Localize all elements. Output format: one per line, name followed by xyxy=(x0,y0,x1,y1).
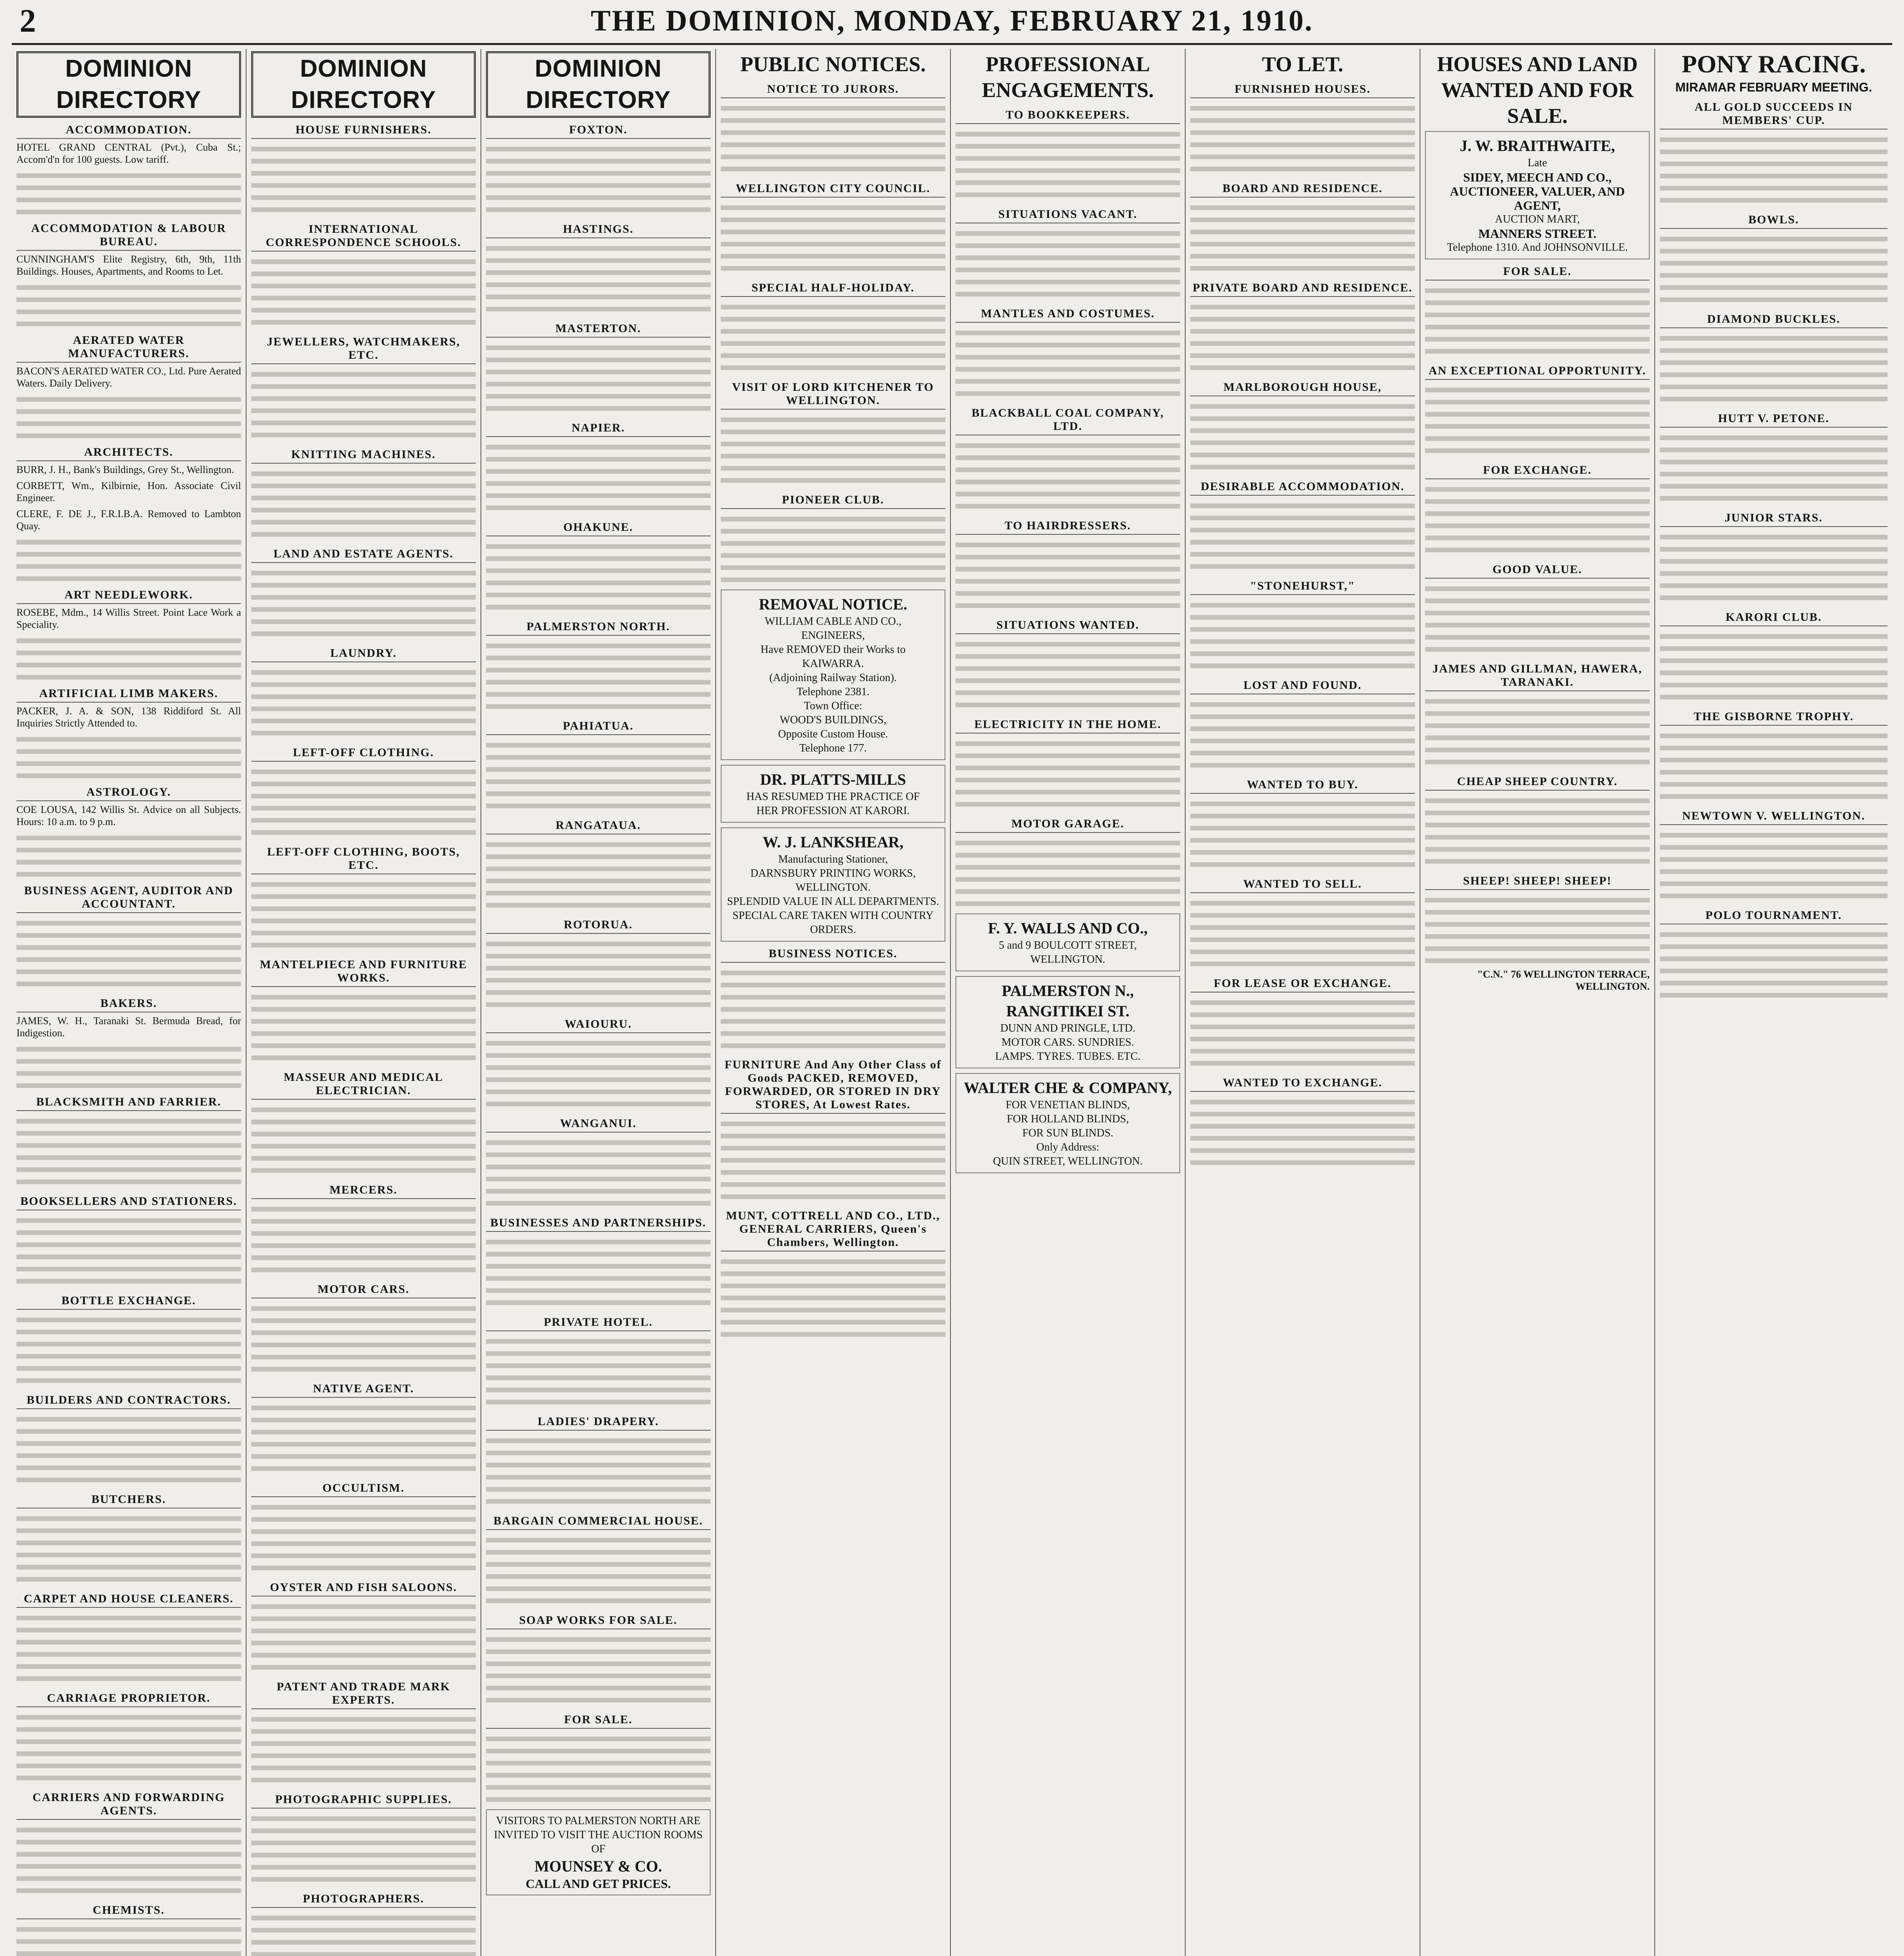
section-heading-stonehurst: "STONEHURST," xyxy=(1190,579,1415,595)
illegible-small-print xyxy=(1190,798,1415,872)
illegible-small-print xyxy=(1660,431,1888,506)
column-professional-engagements xyxy=(951,49,1186,1956)
advert-line: AUCTION MART, xyxy=(1495,213,1580,225)
illegible-small-print xyxy=(1190,500,1415,574)
section-heading-masterton: MASTERTON. xyxy=(486,322,711,338)
listing-entry: COE LOUSA, 142 Willis St. Advice on all Subjects. Hours: 10 a.m. to 9 p.m. xyxy=(16,804,241,827)
section-heading-palmerston-north: PALMERSTON NORTH. xyxy=(486,620,711,636)
section-heading-butchers: BUTCHERS. xyxy=(16,1493,241,1508)
section-heading-private-board-and-residence: PRIVATE BOARD AND RESIDENCE. xyxy=(1190,281,1415,297)
advert-line: WELLINGTON. xyxy=(1030,953,1105,965)
illegible-small-print xyxy=(956,128,1180,202)
section-heading-astrology: ASTROLOGY. xyxy=(16,786,241,801)
section-heading-carpet-and-house-cleaners: CARPET AND HOUSE CLEANERS. xyxy=(16,1592,241,1608)
advert-line: 5 and 9 BOULCOTT STREET, xyxy=(999,939,1137,951)
illegible-small-print xyxy=(956,837,1180,911)
illegible-small-print xyxy=(1660,829,1888,903)
section-heading-left-off-clothing: LEFT-OFF CLOTHING. xyxy=(251,746,476,762)
section-heading-to-hairdressers: TO HAIRDRESSERS. xyxy=(956,519,1180,535)
section-heading-notice-to-jurors: NOTICE TO JURORS. xyxy=(721,83,945,98)
advert-line: WELLINGTON. xyxy=(795,881,871,894)
display-advert xyxy=(956,913,1180,971)
illegible-small-print xyxy=(721,967,945,1053)
advert-line: MANNERS STREET. xyxy=(1478,227,1596,241)
section-heading-art-needlework: ART NEEDLEWORK. xyxy=(16,588,241,604)
notice-heading: FURNITURE And Any Other Class of Goods PACKED, REMOVED, FORWARDED, OR STORED IN DRY STORES, At Lowest Rates. xyxy=(721,1058,945,1114)
illegible-small-print xyxy=(956,737,1180,812)
illegible-small-print xyxy=(956,327,1180,401)
section-heading-good-value: GOOD VALUE. xyxy=(1425,563,1650,579)
braithwaite-advert xyxy=(1425,131,1650,259)
advert-line: Town Office: xyxy=(804,700,862,712)
illegible-small-print xyxy=(1660,332,1888,406)
illegible-small-print xyxy=(251,143,476,217)
section-heading-ohakune: OHAKUNE. xyxy=(486,521,711,536)
section-heading-chemists: CHEMISTS. xyxy=(16,1904,241,1919)
section-heading-furnished-houses: FURNISHED HOUSES. xyxy=(1190,83,1415,98)
advert-line: WOOD'S BUILDINGS, xyxy=(779,714,887,726)
advert-line: FOR VENETIAN BLINDS, xyxy=(1006,1099,1130,1111)
illegible-small-print xyxy=(486,640,711,714)
section-heading-newtown-v-wellington: NEWTOWN V. WELLINGTON. xyxy=(1660,809,1888,825)
advert-line: DARNSBURY PRINTING WORKS, xyxy=(750,867,916,879)
display-advert xyxy=(956,1073,1180,1173)
illegible-small-print xyxy=(1425,384,1650,458)
listing-entry: BURR, J. H., Bank's Buildings, Grey St., Wellington. xyxy=(16,464,234,475)
advert-line: Opposite Custom House. xyxy=(778,728,888,740)
section-heading-hutt-v-petone: HUTT V. PETONE. xyxy=(1660,412,1888,428)
section-heading-native-agent: NATIVE AGENT. xyxy=(251,1382,476,1398)
illegible-small-print xyxy=(486,143,711,217)
illegible-small-print xyxy=(16,832,241,879)
illegible-small-print xyxy=(16,1214,241,1289)
illegible-small-print xyxy=(1425,483,1650,557)
section-heading-for-sale: FOR SALE. xyxy=(486,1713,711,1729)
section-heading-pioneer-club: PIONEER CLUB. xyxy=(721,493,945,509)
section-heading-visit-of-lord-kitchener-to-wellington: VISIT OF LORD KITCHENER TO WELLINGTON. xyxy=(721,381,945,410)
illegible-small-print xyxy=(1190,102,1415,176)
illegible-small-print xyxy=(1425,894,1650,968)
section-heading-ladies-drapery: LADIES' DRAPERY. xyxy=(486,1415,711,1431)
illegible-small-print xyxy=(486,441,711,515)
illegible-small-print xyxy=(251,1302,476,1377)
newspaper-title: THE DOMINION, MONDAY, FEBRUARY 21, 1910. xyxy=(590,4,1314,37)
section-heading-blackball-coal-company-ltd: BLACKBALL COAL COMPANY, LTD. xyxy=(956,406,1180,435)
illegible-small-print xyxy=(721,1118,945,1204)
advert-line: SIDEY, MEECH AND CO., xyxy=(1463,170,1612,184)
section-heading-bargain-commercial-house: BARGAIN COMMERCIAL HOUSE. xyxy=(486,1514,711,1530)
section-heading-businesses-and-partnerships: BUSINESSES AND PARTNERSHIPS. xyxy=(486,1216,711,1232)
section-heading-left-off-clothing-boots-etc: LEFT-OFF CLOTHING, BOOTS, ETC. xyxy=(251,845,476,874)
column-public-notices xyxy=(716,49,951,1956)
section-heading-booksellers-and-stationers: BOOKSELLERS AND STATIONERS. xyxy=(16,1195,241,1210)
advert-line: HER PROFESSION AT KARORI. xyxy=(756,805,910,817)
display-advert xyxy=(721,590,945,760)
illegible-small-print xyxy=(486,838,711,913)
section-heading-house-furnishers: HOUSE FURNISHERS. xyxy=(251,123,476,139)
advert-line: ENGINEERS, xyxy=(801,629,865,642)
listing-entry: JAMES, W. H., Taranaki St. Bermuda Bread, for Indigestion. xyxy=(16,1015,241,1039)
advert-line: AUCTIONEER, VALUER, AND AGENT, xyxy=(1450,184,1625,212)
illegible-small-print xyxy=(1190,400,1415,475)
illegible-small-print xyxy=(251,467,476,542)
illegible-small-print xyxy=(486,1236,711,1310)
illegible-small-print xyxy=(251,255,476,330)
section-heading-land-and-estate-agents: LAND AND ESTATE AGENTS. xyxy=(251,547,476,563)
section-heading-board-and-residence: BOARD AND RESIDENCE. xyxy=(1190,182,1415,198)
section-heading-mercers: MERCERS. xyxy=(251,1183,476,1199)
illegible-small-print xyxy=(251,1713,476,1787)
advert-footer: "C.N." 76 WELLINGTON TERRACE, WELLINGTON. xyxy=(1477,969,1650,992)
advert-line: WALTER CHE & COMPANY, xyxy=(964,1079,1172,1097)
section-heading-diamond-buckles: DIAMOND BUCKLES. xyxy=(1660,313,1888,328)
advert-line: Only Address: xyxy=(1036,1141,1100,1153)
listing-entry: CLERE, F. DE J., F.R.I.B.A. Removed to Lambton Quay. xyxy=(16,508,241,532)
section-heading-accommodation-labour-bureau: ACCOMMODATION & LABOUR BUREAU. xyxy=(16,222,241,251)
section-heading-carriers-and-forwarding-agents: CARRIERS AND FORWARDING AGENTS. xyxy=(16,1791,241,1820)
advert-line: CALL AND GET PRICES. xyxy=(525,1877,671,1891)
directory-banner: DOMINION DIRECTORY xyxy=(486,51,711,118)
section-heading-private-hotel: PRIVATE HOTEL. xyxy=(486,1316,711,1331)
illegible-small-print xyxy=(1425,695,1650,769)
illegible-small-print xyxy=(721,1255,945,1341)
column-title: PUBLIC NOTICES. xyxy=(740,52,926,76)
illegible-small-print xyxy=(721,413,945,488)
listing-entry: HOTEL GRAND CENTRAL (Pvt.), Cuba St.; Accom'd'n for 100 guests. Low tariff. xyxy=(16,142,241,165)
illegible-small-print xyxy=(251,567,476,641)
illegible-small-print xyxy=(486,1534,711,1608)
illegible-small-print xyxy=(486,1335,711,1409)
advert-line: FOR SUN BLINDS. xyxy=(1022,1127,1114,1139)
section-heading-hastings: HASTINGS. xyxy=(486,223,711,238)
section-heading-business-agent-auditor-and-accountant: BUSINESS AGENT, AUDITOR AND ACCOUNTANT. xyxy=(16,884,241,913)
illegible-small-print xyxy=(1660,531,1888,605)
advert-line: MOTOR CARS. SUNDRIES. xyxy=(1001,1036,1134,1048)
illegible-small-print xyxy=(486,1037,711,1111)
illegible-small-print xyxy=(721,301,945,375)
column-houses-and-land xyxy=(1420,49,1655,1956)
section-heading-oyster-and-fish-saloons: OYSTER AND FISH SALOONS. xyxy=(251,1581,476,1596)
advert-line: QUIN STREET, WELLINGTON. xyxy=(993,1155,1143,1167)
section-heading-situations-wanted: SITUATIONS WANTED. xyxy=(956,618,1180,634)
section-heading-laundry: LAUNDRY. xyxy=(251,647,476,662)
section-heading-carriage-proprietor: CARRIAGE PROPRIETOR. xyxy=(16,1692,241,1707)
display-advert xyxy=(721,827,945,942)
illegible-small-print xyxy=(486,342,711,416)
section-heading-special-half-holiday: SPECIAL HALF-HOLIDAY. xyxy=(721,281,945,297)
illegible-small-print xyxy=(1190,201,1415,276)
section-heading-waiouru: WAIOURU. xyxy=(486,1018,711,1033)
section-heading-an-exceptional-opportunity: AN EXCEPTIONAL OPPORTUNITY. xyxy=(1425,364,1650,380)
illegible-small-print xyxy=(16,1711,241,1785)
advert-line: WILLIAM CABLE AND CO., xyxy=(765,615,902,627)
advert-line: Manufacturing Stationer, xyxy=(778,853,888,865)
column-title: HOUSES AND LAND WANTED AND FOR SALE. xyxy=(1437,52,1638,128)
illegible-small-print xyxy=(251,368,476,442)
illegible-small-print xyxy=(1425,795,1650,869)
section-heading-cheap-sheep-country: CHEAP SHEEP COUNTRY. xyxy=(1425,775,1650,791)
column-subtitle: MIRAMAR FEBRUARY MEETING. xyxy=(1675,80,1872,94)
section-heading-rangataua: RANGATAUA. xyxy=(486,819,711,834)
masthead xyxy=(12,0,1892,45)
listing-entry: PACKER, J. A. & SON, 138 Riddiford St. All Inquiries Strictly Attended to. xyxy=(16,705,241,729)
column-title: PONY RACING. xyxy=(1681,50,1866,78)
advert-line: FOR HOLLAND BLINDS, xyxy=(1007,1113,1129,1125)
listing-entry: BACON'S AERATED WATER CO., Ltd. Pure Aerated Waters. Daily Delivery. xyxy=(16,365,241,389)
advert-line: (Adjoining Railway Station). xyxy=(769,672,897,684)
section-heading-polo-tournament: POLO TOURNAMENT. xyxy=(1660,909,1888,924)
illegible-small-print xyxy=(1190,996,1415,1071)
section-heading-james-and-gillman-hawera-taranaki: JAMES AND GILLMAN, HAWERA, TARANAKI. xyxy=(1425,662,1650,691)
illegible-small-print xyxy=(16,1043,241,1090)
section-heading-motor-garage: MOTOR GARAGE. xyxy=(956,817,1180,833)
advert-line: MOUNSEY & CO. xyxy=(534,1857,662,1875)
illegible-small-print xyxy=(16,733,241,780)
illegible-small-print xyxy=(16,393,241,440)
advert-line: Have REMOVED their Works to xyxy=(760,644,906,656)
illegible-small-print xyxy=(16,1413,241,1487)
directory-banner: DOMINION DIRECTORY xyxy=(16,51,241,118)
illegible-small-print xyxy=(16,1923,241,1956)
section-heading-to-bookkeepers: TO BOOKKEEPERS. xyxy=(956,108,1180,124)
section-heading-architects: ARCHITECTS. xyxy=(16,446,241,461)
advert-line: PALMERSTON N., RANGITIKEI ST. xyxy=(1002,982,1134,1020)
illegible-small-print xyxy=(1190,698,1415,773)
illegible-small-print xyxy=(956,227,1180,302)
illegible-small-print xyxy=(251,1501,476,1575)
illegible-small-print xyxy=(1425,284,1650,359)
advert-line: W. J. LANKSHEAR, xyxy=(763,833,903,851)
section-heading-artificial-limb-makers: ARTIFICIAL LIMB MAKERS. xyxy=(16,687,241,703)
section-heading-wanganui: WANGANUI. xyxy=(486,1117,711,1133)
illegible-small-print xyxy=(251,1402,476,1476)
advert-line: VISITORS TO PALMERSTON NORTH ARE INVITED TO VISIT THE AUCTION ROOMS OF xyxy=(494,1815,703,1855)
illegible-small-print xyxy=(16,169,241,216)
illegible-small-print xyxy=(16,536,241,583)
section-heading-napier: NAPIER. xyxy=(486,421,711,437)
advert-line: LAMPS. TYRES. TUBES. ETC. xyxy=(995,1050,1141,1062)
display-advert xyxy=(721,765,945,823)
column-sport xyxy=(1655,49,1892,1956)
listing-entry: CUNNINGHAM'S Elite Registry, 6th, 9th, 11th Buildings. Houses, Apartments, and Rooms to Let. xyxy=(16,253,241,277)
section-heading-masseur-and-medical-electrician: MASSEUR AND MEDICAL ELECTRICIAN. xyxy=(251,1071,476,1100)
illegible-small-print xyxy=(486,1136,711,1211)
section-heading-bottle-exchange: BOTTLE EXCHANGE. xyxy=(16,1294,241,1310)
section-heading-occultism: OCCULTISM. xyxy=(251,1481,476,1497)
section-heading-photographic-supplies: PHOTOGRAPHIC SUPPLIES. xyxy=(251,1793,476,1809)
illegible-small-print xyxy=(251,878,476,953)
section-heading-bowls: BOWLS. xyxy=(1660,213,1888,229)
section-heading-desirable-accommodation: DESIRABLE ACCOMMODATION. xyxy=(1190,480,1415,496)
column-title: PROFESSIONAL ENGAGEMENTS. xyxy=(982,52,1154,102)
display-advert xyxy=(956,976,1180,1068)
illegible-small-print xyxy=(16,635,241,681)
section-heading-mantelpiece-and-furniture-works: MANTELPIECE AND FURNITURE WORKS. xyxy=(251,958,476,987)
illegible-small-print xyxy=(1660,630,1888,705)
illegible-small-print xyxy=(956,539,1180,613)
advert-line: DR. PLATTS-MILLS xyxy=(760,771,906,788)
illegible-small-print xyxy=(1190,301,1415,375)
advert-line: KAIWARRA. xyxy=(802,658,864,670)
column-directory-1 xyxy=(12,49,247,1956)
section-heading-wanted-to-exchange: WANTED TO EXCHANGE. xyxy=(1190,1076,1415,1092)
section-heading-knitting-machines: KNITTING MACHINES. xyxy=(251,448,476,464)
mounsey-advert xyxy=(486,1809,711,1895)
directory-banner: DOMINION DIRECTORY xyxy=(251,51,476,118)
advert-line: SPECIAL CARE TAKEN WITH COUNTRY ORDERS. xyxy=(732,910,934,936)
illegible-small-print xyxy=(1660,730,1888,804)
illegible-small-print xyxy=(251,1104,476,1178)
page-number: 2 xyxy=(20,3,36,39)
notice-heading: BUSINESS NOTICES. xyxy=(721,947,945,963)
section-heading-mantles-and-costumes: MANTLES AND COSTUMES. xyxy=(956,307,1180,323)
illegible-small-print xyxy=(1425,582,1650,657)
illegible-small-print xyxy=(251,1203,476,1277)
advert-line: REMOVAL NOTICE. xyxy=(759,595,907,613)
illegible-small-print xyxy=(251,766,476,840)
column-directory-3 xyxy=(481,49,716,1956)
illegible-small-print xyxy=(486,1435,711,1509)
section-heading-builders-and-contractors: BUILDERS AND CONTRACTORS. xyxy=(16,1393,241,1409)
section-heading-pahiatua: PAHIATUA. xyxy=(486,719,711,735)
advert-line: SPLENDID VALUE IN ALL DEPARTMENTS. xyxy=(727,895,939,908)
section-heading-the-gisborne-trophy: THE GISBORNE TROPHY. xyxy=(1660,710,1888,726)
advert-line: HAS RESUMED THE PRACTICE OF xyxy=(746,791,920,803)
illegible-small-print xyxy=(721,513,945,587)
advert-line: DUNN AND PRINGLE, LTD. xyxy=(1000,1022,1136,1034)
illegible-small-print xyxy=(16,1824,241,1898)
section-heading-foxton: FOXTON. xyxy=(486,123,711,139)
advert-line: Telephone 2381. xyxy=(796,686,870,698)
section-heading-for-sale: FOR SALE. xyxy=(1425,265,1650,280)
listing-entry: ROSEBE, Mdm., 14 Willis Street. Point Lace Work a Speciality. xyxy=(16,607,241,630)
illegible-small-print xyxy=(721,102,945,176)
illegible-small-print xyxy=(486,938,711,1012)
section-heading-electricity-in-the-home: ELECTRICITY IN THE HOME. xyxy=(956,718,1180,734)
section-heading-sheep-sheep-sheep: SHEEP! SHEEP! SHEEP! xyxy=(1425,874,1650,890)
illegible-small-print xyxy=(251,1812,476,1887)
illegible-small-print xyxy=(16,281,241,328)
column-title: TO LET. xyxy=(1262,52,1344,76)
illegible-small-print xyxy=(251,1912,476,1956)
illegible-small-print xyxy=(1190,599,1415,673)
section-heading-aerated-water-manufacturers: AERATED WATER MANUFACTURERS. xyxy=(16,334,241,363)
illegible-small-print xyxy=(721,201,945,276)
section-heading-situations-vacant: SITUATIONS VACANT. xyxy=(956,208,1180,223)
illegible-small-print xyxy=(956,638,1180,712)
illegible-small-print xyxy=(16,917,241,991)
column-directory-2 xyxy=(247,49,481,1956)
advert-line: Telephone 1310. And JOHNSONVILLE. xyxy=(1447,241,1628,253)
advert-line: F. Y. WALLS AND CO., xyxy=(988,919,1148,937)
illegible-small-print xyxy=(251,666,476,741)
illegible-small-print xyxy=(486,242,711,316)
section-heading-for-exchange: FOR EXCHANGE. xyxy=(1425,464,1650,479)
section-heading-for-lease-or-exchange: FOR LEASE OR EXCHANGE. xyxy=(1190,977,1415,992)
section-heading-karori-club: KARORI CLUB. xyxy=(1660,611,1888,626)
section-heading-lost-and-found: LOST AND FOUND. xyxy=(1190,679,1415,694)
section-heading-junior-stars: JUNIOR STARS. xyxy=(1660,511,1888,527)
illegible-small-print xyxy=(251,1600,476,1675)
section-heading-photographers: PHOTOGRAPHERS. xyxy=(251,1892,476,1908)
section-heading-wellington-city-council: WELLINGTON CITY COUNCIL. xyxy=(721,182,945,198)
listing-entry: CORBETT, Wm., Kilbirnie, Hon. Associate Civil Engineer. xyxy=(16,480,241,503)
illegible-small-print xyxy=(1190,1096,1415,1170)
illegible-small-print xyxy=(16,1612,241,1686)
illegible-small-print xyxy=(1660,233,1888,307)
illegible-small-print xyxy=(16,1115,241,1189)
illegible-small-print xyxy=(956,439,1180,514)
column-to-let xyxy=(1186,49,1420,1956)
illegible-small-print xyxy=(1660,133,1888,208)
illegible-small-print xyxy=(486,1633,711,1708)
advert-line: Telephone 177. xyxy=(799,742,867,754)
illegible-small-print xyxy=(486,739,711,813)
illegible-small-print xyxy=(1190,897,1415,971)
illegible-small-print xyxy=(486,540,711,615)
section-heading-motor-cars: MOTOR CARS. xyxy=(251,1283,476,1298)
illegible-small-print xyxy=(251,991,476,1065)
section-heading-jewellers-watchmakers-etc: JEWELLERS, WATCHMAKERS, ETC. xyxy=(251,335,476,364)
section-heading-international-correspondence-schools: INTERNATIONAL CORRESPONDENCE SCHOOLS. xyxy=(251,223,476,252)
section-heading-wanted-to-sell: WANTED TO SELL. xyxy=(1190,877,1415,893)
section-heading-blacksmith-and-farrier: BLACKSMITH AND FARRIER. xyxy=(16,1095,241,1111)
section-heading-soap-works-for-sale: SOAP WORKS FOR SALE. xyxy=(486,1614,711,1629)
section-heading-accommodation: ACCOMMODATION. xyxy=(16,123,241,139)
section-heading-marlborough-house: MARLBOROUGH HOUSE, xyxy=(1190,381,1415,396)
illegible-small-print xyxy=(1660,928,1888,1003)
section-heading-bakers: BAKERS. xyxy=(16,997,241,1012)
advert-line: J. W. BRAITHWAITE, xyxy=(1459,137,1615,155)
section-heading-patent-and-trade-mark-experts: PATENT AND TRADE MARK EXPERTS. xyxy=(251,1680,476,1709)
section-heading-all-gold-succeeds-in-members-cup: ALL GOLD SUCCEEDS IN MEMBERS' CUP. xyxy=(1660,101,1888,129)
illegible-small-print xyxy=(486,1733,711,1807)
illegible-small-print xyxy=(16,1512,241,1587)
section-heading-wanted-to-buy: WANTED TO BUY. xyxy=(1190,778,1415,794)
advert-line: Late xyxy=(1528,157,1547,169)
section-heading-rotorua: ROTORUA. xyxy=(486,918,711,934)
notice-heading: MUNT, COTTRELL AND CO., LTD., GENERAL CARRIERS, Queen's Chambers, Wellington. xyxy=(721,1209,945,1251)
illegible-small-print xyxy=(16,1314,241,1388)
